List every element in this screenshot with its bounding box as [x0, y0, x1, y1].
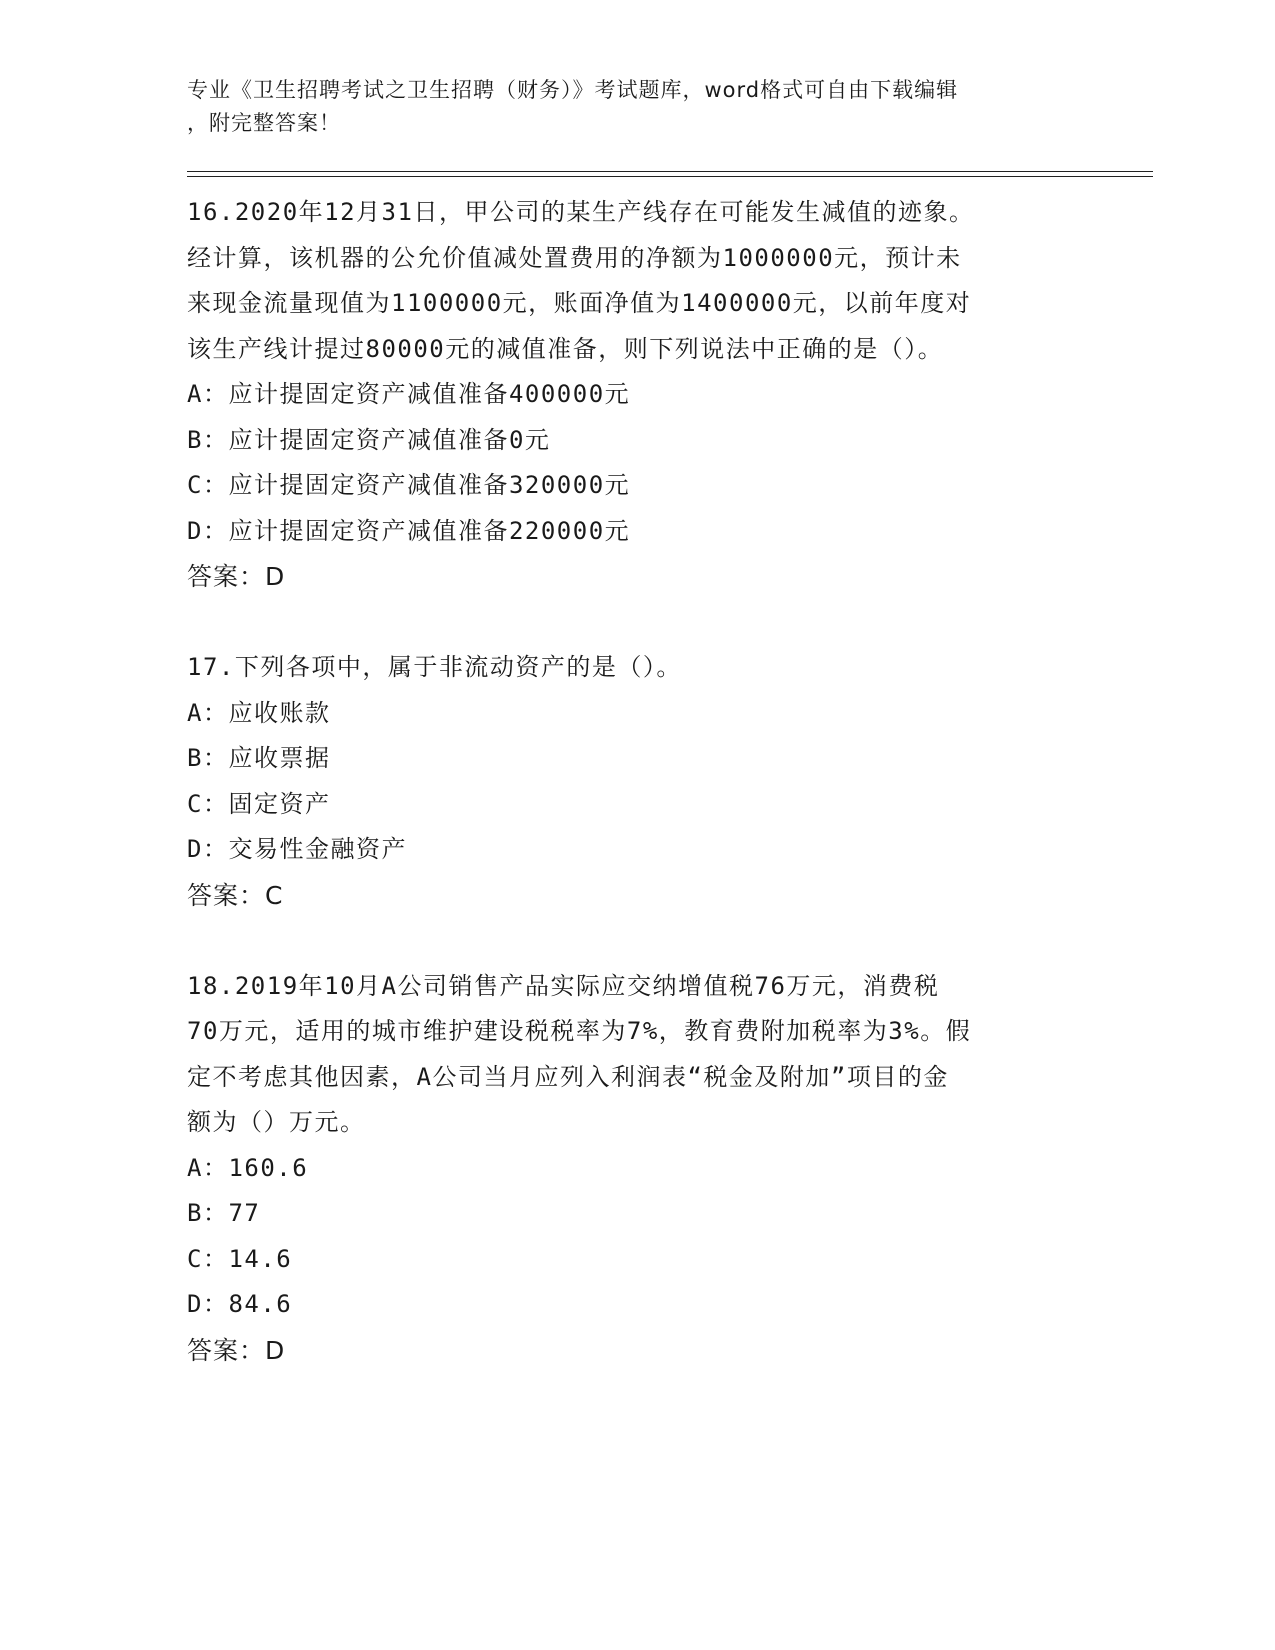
question-stem-line: 经计算，该机器的公允价值减处置费用的净额为1000000元，预计未 — [187, 243, 962, 272]
answer: 答案：C — [187, 880, 284, 910]
option-c: C：14.6 — [187, 1244, 293, 1273]
option-d: D：交易性金融资产 — [187, 835, 407, 863]
spacer — [187, 600, 1087, 646]
spacer — [187, 918, 1087, 964]
question-18 — [187, 964, 1087, 1374]
answer: 答案：D — [187, 1335, 286, 1365]
question-stem-line: 18.2019年10月A公司销售产品实际应交纳增值税76万元，消费税 — [187, 971, 940, 1000]
header-line-1: 专业《卫生招聘考试之卫生招聘（财务）》考试题库，word格式可自由下载编辑 — [187, 78, 959, 102]
answer: 答案：D — [187, 562, 286, 591]
option-a: A：应计提固定资产减值准备400000元 — [187, 380, 631, 408]
question-16 — [187, 190, 1087, 600]
option-d: D：84.6 — [187, 1290, 293, 1318]
option-a: A：应收账款 — [187, 698, 331, 727]
header-rule-top — [187, 171, 1153, 172]
question-stem-line: 该生产线计提过80000元的减值准备，则下列说法中正确的是（）。 — [187, 334, 944, 363]
option-b: B：应收票据 — [187, 744, 331, 772]
question-stem-line: 额为（）万元。 — [187, 1108, 366, 1136]
option-a: A：160.6 — [187, 1153, 309, 1182]
question-stem-line: 定不考虑其他因素，A公司当月应列入利润表“税金及附加”项目的金 — [187, 1062, 949, 1091]
header-rule-bottom — [187, 176, 1153, 177]
option-d: D：应计提固定资产减值准备220000元 — [187, 516, 631, 545]
option-c: C：固定资产 — [187, 789, 331, 818]
option-b: B：应计提固定资产减值准备0元 — [187, 425, 551, 454]
document-header — [187, 74, 1087, 140]
question-stem-line: 17.下列各项中，属于非流动资产的是（）。 — [187, 653, 682, 681]
question-stem-line: 16.2020年12月31日，甲公司的某生产线存在可能发生减值的迹象。 — [187, 198, 975, 226]
header-line-2: ，附完整答案！ — [187, 111, 341, 135]
question-stem-line: 来现金流量现值为1100000元，账面净值为1400000元，以前年度对 — [187, 289, 972, 317]
question-stem-line: 70万元，适用的城市维护建设税税率为7%，教育费附加税率为3%。假 — [187, 1017, 972, 1045]
question-17 — [187, 645, 1087, 918]
option-c: C：应计提固定资产减值准备320000元 — [187, 471, 631, 499]
option-b: B：77 — [187, 1199, 261, 1227]
question-list — [187, 190, 1087, 1373]
